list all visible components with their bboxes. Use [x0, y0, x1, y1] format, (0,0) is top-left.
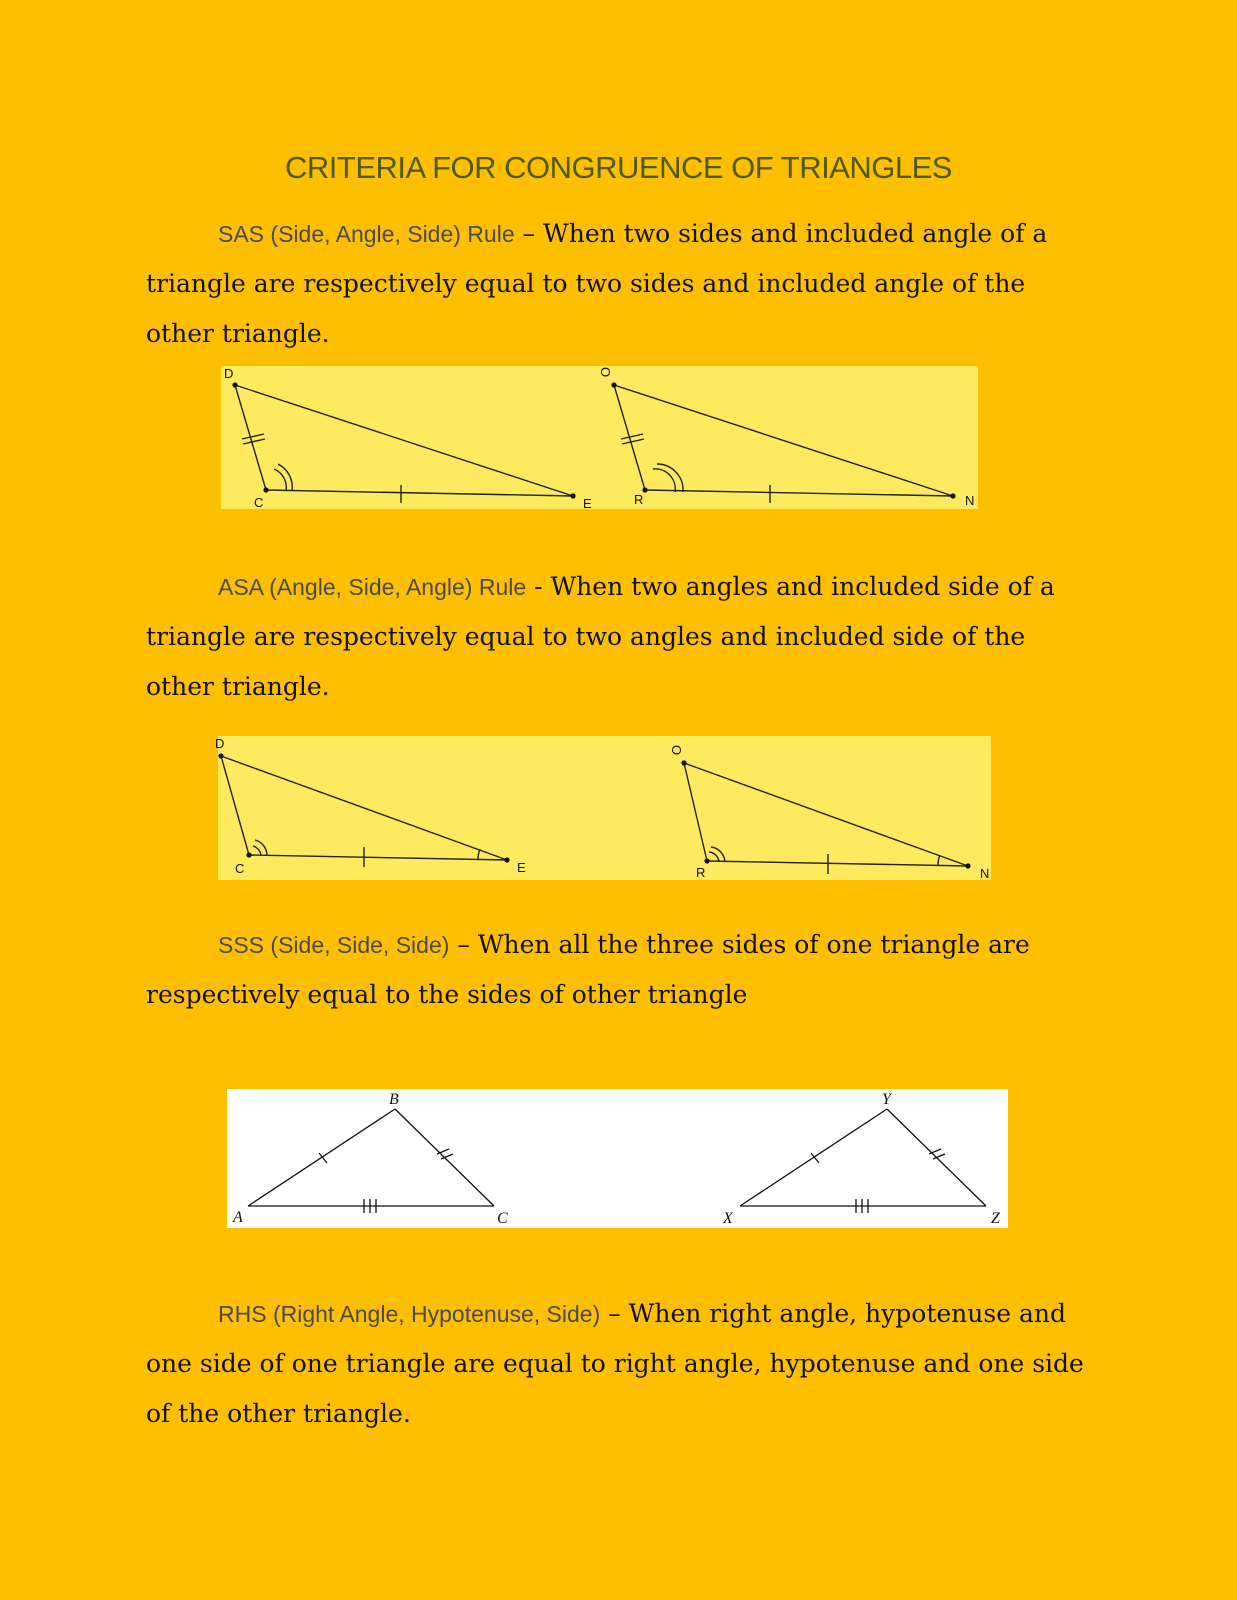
asa-right-vertex-right: N — [980, 866, 990, 881]
sss-right-vertex-right: Z — [991, 1210, 1000, 1227]
asa-left-vertex-right: E — [517, 860, 526, 875]
sas-left-vertex-bottom-left: C — [254, 495, 264, 510]
sas-paragraph — [146, 209, 1096, 359]
sss-separator: – — [449, 930, 478, 959]
sas-figure — [221, 366, 978, 509]
sas-text: When two sides and included angle of a triangle are respectively equal to two sides and included angle of the other triangle. — [146, 219, 1048, 348]
sss-right-vertex-top: Y — [882, 1091, 891, 1108]
asa-text: When two angles and included side of a triangle are respectively equal to two angles and included side of the other triangle. — [146, 572, 1055, 701]
rhs-paragraph — [146, 1289, 1096, 1439]
asa-figure — [215, 736, 991, 881]
sas-left-vertex-top: D — [224, 366, 234, 381]
asa-paragraph — [146, 562, 1096, 712]
asa-label: ASA (Angle, Side, Angle) Rule — [218, 574, 527, 600]
sas-right-vertex-top: O — [598, 367, 613, 378]
sss-paragraph — [146, 920, 1096, 1020]
sas-right-vertex-right: N — [965, 493, 975, 508]
asa-left-vertex-bottom-left: C — [235, 861, 245, 876]
sss-left-vertex-bottom-left: A — [233, 1209, 243, 1226]
asa-separator: - — [526, 572, 551, 601]
rhs-separator: – — [600, 1299, 629, 1328]
asa-left-vertex-top: D — [215, 736, 225, 751]
sas-right-vertex-bottom-left: R — [634, 492, 644, 507]
page-title: CRITERIA FOR CONGRUENCE OF TRIANGLES — [285, 150, 952, 185]
sas-left-vertex-right: E — [583, 496, 592, 511]
sss-label: SSS (Side, Side, Side) — [218, 932, 450, 958]
sas-label: SAS (Side, Angle, Side) Rule — [218, 221, 515, 247]
sss-left-vertex-top: B — [389, 1091, 399, 1108]
sas-separator: – — [514, 219, 544, 248]
asa-right-vertex-top: O — [669, 745, 684, 756]
rhs-label: RHS (Right Angle, Hypotenuse, Side) — [218, 1301, 601, 1327]
asa-right-vertex-bottom-left: R — [696, 865, 706, 880]
sss-figure — [227, 1089, 1008, 1228]
sss-left-vertex-right: C — [497, 1210, 508, 1227]
rhs-text: When right angle, hypotenuse and one side of one triangle are equal to right angle, hypotenuse and one side of the other triangle. — [146, 1299, 1084, 1428]
sss-text: When all the three sides of one triangle are respectively equal to the sides of other triangle — [146, 930, 1030, 1009]
sss-right-vertex-bottom-left: X — [723, 1210, 733, 1227]
